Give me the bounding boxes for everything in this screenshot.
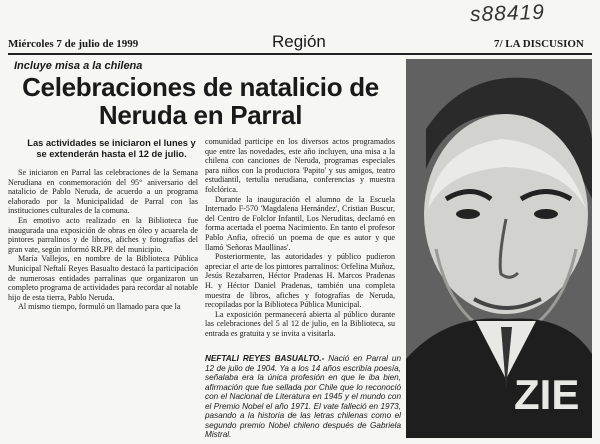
header-rule [8, 53, 592, 55]
section-title: Región [272, 32, 326, 51]
paragraph: María Vallejos, en nombre de la Biblioteca Pública Municipal Neftalí Reyes Basualto destacó la participación de numerosas entidades parralinas que organizaron un completo programa de actividades para recordar al notable hijo de esta tierra, Pablo Neruda. [8, 254, 198, 302]
body-column-2 [205, 137, 395, 338]
paragraph: comunidad participe en los diversos actos programados que entre las novedades, este año incluyen, una misa a la chilena con canciones de Neruda, programas especiales para niños con la productora 'Papito' y sus amigos, teatro estudiantil, tertulia nerudiana, conferencias y muestra folclórica. [205, 137, 395, 194]
paragraph: En emotivo acto realizado en la Biblioteca fue inaugurada una exposición de obras en óleo y acuarela de pintores parralinos y de libros, afiches y fotografías del gran vate, según informó RR.PP. del municipio. [8, 215, 198, 254]
body-column-1 [8, 168, 198, 312]
article-deck: Las actividades se iniciaron el lunes y se extenderán hasta el 12 de julio. [27, 138, 196, 159]
issue-date: Miércoles 7 de julio de 1999 [8, 38, 139, 50]
neruda-portrait-photo [406, 59, 592, 438]
article-headline [8, 73, 393, 129]
paragraph: Se iniciaron en Parral las celebraciones de la Semana Nerudiana en conmemoración del 95° aniversario del natalicio de Pablo Neruda, de acuerdo a un programa elaborado por la Municipalidad de Parral con las instituciones culturales de la comuna. [8, 168, 198, 216]
photo-caption [205, 354, 401, 440]
portrait-illustration [406, 59, 592, 438]
caption-name: NEFTALI REYES BASUALTO.- [205, 354, 325, 363]
headline-line-2: Neruda en Parral [98, 100, 303, 130]
paragraph: La exposición permanecerá abierta al público durante las celebraciones del 5 al 12 de julio, en la Biblioteca, su entrada es gratuita y se invita a visitarla. [205, 309, 395, 338]
caption-text: Nació en Parral un 12 de julio de 1904. Ya a los 14 años escribía poesía, señalaba era la única profesión en que le iba bien, afirmación que fue sellada por Chile que lo reconoció con el Nacional de Literatura en 1945 y el mundo con el Premio Nobel el año 1971. El vate falleció en 1973, pasando a la historia de las letras chilenas como el segundo premio Nobel chileno después de Gabriela Mistral. [205, 354, 401, 439]
page-folio: 7/ LA DISCUSION [494, 38, 584, 50]
sweater-letters: ZIE [514, 371, 580, 418]
article-kicker: Incluye misa a la chilena [14, 60, 143, 72]
paragraph: Al mismo tiempo, formuló un llamado para que la [18, 302, 181, 312]
headline-line-1: Celebraciones de natalicio de [22, 72, 379, 102]
archive-stamp: s88419 [469, 0, 546, 27]
paragraph: Posteriormente, las autoridades y público pudieron apreciar el arte de los pintores parralinos: Orfelina Muñoz, Jesús Rezabarren, Héctor Pradenas H. Marcos Pradenas H. y Héctor Daniel Pradenas, también una completa muestra de libros, afiches y fotografías de Neruda, recopiladas por la Biblioteca Pública Municipal. [205, 252, 395, 310]
paragraph: Durante la inauguración el alumno de la Escuela Internado F-570 'Magdalena Hernández', Cristian Buscur, del Centro de Folclor Infantil, Los Neruditas, declamó en forma acertada el poema Nacimiento. En tanto el profesor Pablo Anfia, ofreció un poema de que es autor y que llamó 'Señoras Maullinas'. [205, 194, 395, 252]
